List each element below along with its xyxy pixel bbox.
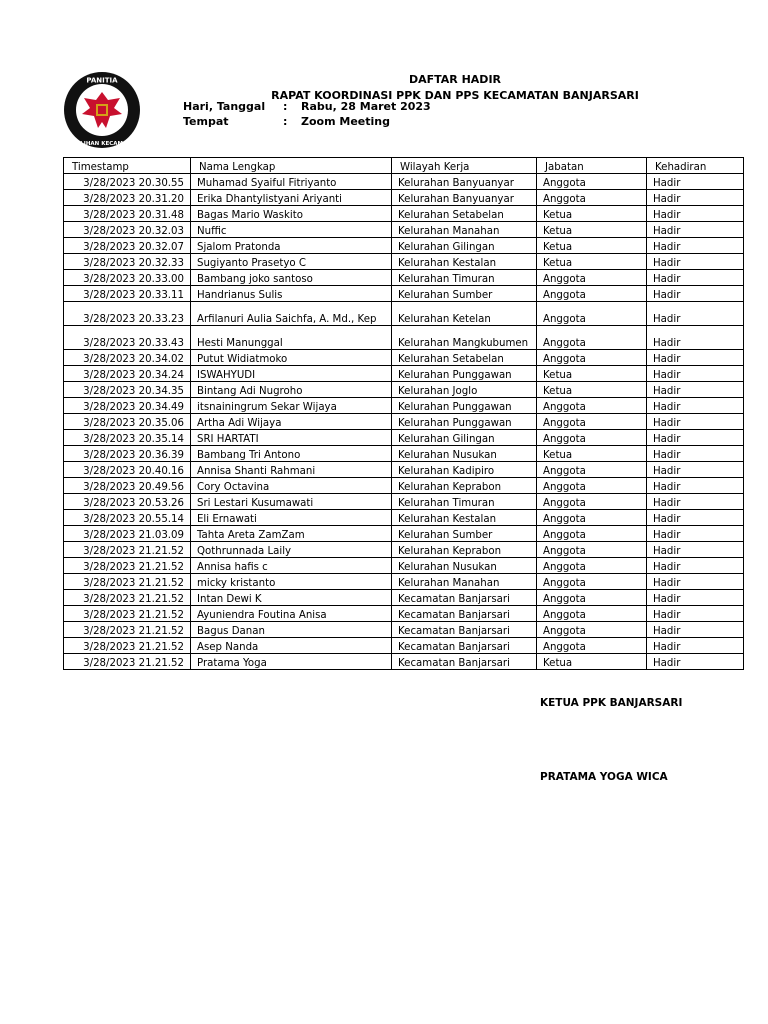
cell-attendance: Hadir (647, 430, 744, 446)
cell-name: Annisa hafis c (191, 558, 392, 574)
table-row (64, 558, 744, 574)
cell-attendance: Hadir (647, 510, 744, 526)
table-row (64, 430, 744, 446)
cell-position: Anggota (537, 606, 647, 622)
cell-attendance: Hadir (647, 654, 744, 670)
cell-timestamp: 3/28/2023 20.33.23 (64, 302, 191, 326)
table-row (64, 326, 744, 350)
cell-name: Muhamad Syaiful Fitriyanto (191, 174, 392, 190)
table-row (64, 638, 744, 654)
cell-name: Sjalom Pratonda (191, 238, 392, 254)
cell-region: Kelurahan Setabelan (392, 350, 537, 366)
cell-name: Nuffic (191, 222, 392, 238)
place-colon: : (283, 115, 288, 128)
cell-region: Kelurahan Kestalan (392, 254, 537, 270)
column-header-timestamp: Timestamp (64, 158, 191, 174)
cell-position: Anggota (537, 494, 647, 510)
cell-position: Ketua (537, 238, 647, 254)
cell-attendance: Hadir (647, 398, 744, 414)
cell-position: Anggota (537, 590, 647, 606)
cell-timestamp: 3/28/2023 20.33.00 (64, 270, 191, 286)
table-row (64, 190, 744, 206)
cell-region: Kecamatan Banjarsari (392, 622, 537, 638)
cell-region: Kecamatan Banjarsari (392, 606, 537, 622)
cell-attendance: Hadir (647, 286, 744, 302)
cell-attendance: Hadir (647, 222, 744, 238)
cell-attendance: Hadir (647, 558, 744, 574)
cell-position: Anggota (537, 174, 647, 190)
cell-name: Putut Widiatmoko (191, 350, 392, 366)
cell-name: SRI HARTATI (191, 430, 392, 446)
table-row (64, 350, 744, 366)
table-row (64, 622, 744, 638)
cell-region: Kecamatan Banjarsari (392, 638, 537, 654)
date-colon: : (283, 100, 288, 113)
table-row (64, 526, 744, 542)
cell-attendance: Hadir (647, 638, 744, 654)
cell-name: Asep Nanda (191, 638, 392, 654)
cell-position: Anggota (537, 326, 647, 350)
table-row (64, 286, 744, 302)
cell-attendance: Hadir (647, 174, 744, 190)
cell-position: Anggota (537, 510, 647, 526)
cell-name: Intan Dewi K (191, 590, 392, 606)
cell-attendance: Hadir (647, 270, 744, 286)
table-row (64, 606, 744, 622)
cell-position: Anggota (537, 398, 647, 414)
cell-region: Kelurahan Punggawan (392, 398, 537, 414)
cell-name: Eli Ernawati (191, 510, 392, 526)
table-row (64, 542, 744, 558)
cell-region: Kecamatan Banjarsari (392, 590, 537, 606)
cell-name: Handrianus Sulis (191, 286, 392, 302)
cell-attendance: Hadir (647, 366, 744, 382)
cell-attendance: Hadir (647, 302, 744, 326)
cell-position: Anggota (537, 558, 647, 574)
table-row (64, 414, 744, 430)
cell-timestamp: 3/28/2023 20.32.07 (64, 238, 191, 254)
table-row (64, 494, 744, 510)
table-row (64, 398, 744, 414)
cell-name: ISWAHYUDI (191, 366, 392, 382)
cell-name: itsnainingrum Sekar Wijaya (191, 398, 392, 414)
attendance-table (63, 157, 744, 670)
cell-timestamp: 3/28/2023 21.21.52 (64, 654, 191, 670)
cell-timestamp: 3/28/2023 20.33.11 (64, 286, 191, 302)
cell-timestamp: 3/28/2023 20.35.06 (64, 414, 191, 430)
cell-name: Bambang Tri Antono (191, 446, 392, 462)
signature-role: KETUA PPK BANJARSARI (540, 697, 683, 709)
cell-timestamp: 3/28/2023 20.55.14 (64, 510, 191, 526)
cell-region: Kelurahan Kadipiro (392, 462, 537, 478)
cell-region: Kelurahan Sumber (392, 526, 537, 542)
cell-timestamp: 3/28/2023 21.21.52 (64, 574, 191, 590)
cell-name: Qothrunnada Laily (191, 542, 392, 558)
cell-timestamp: 3/28/2023 20.49.56 (64, 478, 191, 494)
table-row (64, 590, 744, 606)
logo-bottom-text: PEMILIHAN KECAMATAN (64, 141, 140, 147)
cell-region: Kelurahan Banyuanyar (392, 190, 537, 206)
cell-region: Kelurahan Joglo (392, 382, 537, 398)
cell-region: Kecamatan Banjarsari (392, 654, 537, 670)
cell-region: Kelurahan Ketelan (392, 302, 537, 326)
table-header-row (64, 158, 744, 174)
cell-position: Anggota (537, 574, 647, 590)
cell-position: Anggota (537, 286, 647, 302)
column-header-position: Jabatan (537, 158, 647, 174)
cell-timestamp: 3/28/2023 20.36.39 (64, 446, 191, 462)
signature-name: PRATAMA YOGA WICA (540, 771, 668, 783)
table-row (64, 574, 744, 590)
cell-timestamp: 3/28/2023 21.21.52 (64, 590, 191, 606)
cell-region: Kelurahan Punggawan (392, 366, 537, 382)
cell-region: Kelurahan Gilingan (392, 238, 537, 254)
cell-name: Bagus Danan (191, 622, 392, 638)
cell-name: Pratama Yoga (191, 654, 392, 670)
logo-top-text: PANITIA (86, 76, 118, 85)
cell-timestamp: 3/28/2023 20.34.24 (64, 366, 191, 382)
cell-region: Kelurahan Mangkubumen (392, 326, 537, 350)
date-value: Rabu, 28 Maret 2023 (301, 100, 431, 113)
cell-timestamp: 3/28/2023 20.40.16 (64, 462, 191, 478)
cell-attendance: Hadir (647, 590, 744, 606)
cell-position: Ketua (537, 382, 647, 398)
cell-region: Kelurahan Timuran (392, 270, 537, 286)
cell-timestamp: 3/28/2023 20.31.20 (64, 190, 191, 206)
cell-region: Kelurahan Nusukan (392, 558, 537, 574)
cell-region: Kelurahan Sumber (392, 286, 537, 302)
table-row (64, 366, 744, 382)
cell-attendance: Hadir (647, 526, 744, 542)
cell-position: Anggota (537, 462, 647, 478)
cell-timestamp: 3/28/2023 21.21.52 (64, 622, 191, 638)
document-title: DAFTAR HADIR (408, 73, 502, 86)
table-row (64, 270, 744, 286)
place-value: Zoom Meeting (301, 115, 390, 128)
cell-position: Ketua (537, 254, 647, 270)
table-row (64, 174, 744, 190)
table-row (64, 446, 744, 462)
cell-region: Kelurahan Kestalan (392, 510, 537, 526)
cell-attendance: Hadir (647, 382, 744, 398)
cell-attendance: Hadir (647, 190, 744, 206)
table-row (64, 222, 744, 238)
cell-name: Bambang joko santoso (191, 270, 392, 286)
cell-name: micky kristanto (191, 574, 392, 590)
cell-attendance: Hadir (647, 254, 744, 270)
table-row (64, 462, 744, 478)
cell-position: Anggota (537, 414, 647, 430)
cell-attendance: Hadir (647, 350, 744, 366)
cell-timestamp: 3/28/2023 21.03.09 (64, 526, 191, 542)
cell-region: Kelurahan Manahan (392, 574, 537, 590)
cell-attendance: Hadir (647, 606, 744, 622)
cell-attendance: Hadir (647, 574, 744, 590)
cell-position: Ketua (537, 222, 647, 238)
cell-region: Kelurahan Nusukan (392, 446, 537, 462)
column-header-region: Wilayah Kerja (392, 158, 537, 174)
cell-position: Anggota (537, 478, 647, 494)
cell-name: Cory Octavina (191, 478, 392, 494)
cell-name: Hesti Manunggal (191, 326, 392, 350)
cell-attendance: Hadir (647, 326, 744, 350)
cell-attendance: Hadir (647, 478, 744, 494)
cell-name: Bintang Adi Nugroho (191, 382, 392, 398)
cell-name: Sri Lestari Kusumawati (191, 494, 392, 510)
date-label: Hari, Tanggal (183, 100, 266, 113)
cell-region: Kelurahan Punggawan (392, 414, 537, 430)
cell-timestamp: 3/28/2023 21.21.52 (64, 558, 191, 574)
attendance-table-body (64, 174, 744, 670)
cell-name: Ayuniendra Foutina Anisa (191, 606, 392, 622)
table-row (64, 654, 744, 670)
cell-timestamp: 3/28/2023 20.32.33 (64, 254, 191, 270)
cell-position: Ketua (537, 366, 647, 382)
table-row (64, 238, 744, 254)
cell-timestamp: 3/28/2023 20.32.03 (64, 222, 191, 238)
cell-position: Anggota (537, 638, 647, 654)
document-subtitle: RAPAT KOORDINASI PPK DAN PPS KECAMATAN BANJARSARI (271, 89, 639, 102)
table-row (64, 206, 744, 222)
cell-name: Tahta Areta ZamZam (191, 526, 392, 542)
table-row (64, 478, 744, 494)
cell-timestamp: 3/28/2023 20.34.02 (64, 350, 191, 366)
cell-timestamp: 3/28/2023 20.33.43 (64, 326, 191, 350)
cell-attendance: Hadir (647, 446, 744, 462)
cell-region: Kelurahan Keprabon (392, 478, 537, 494)
cell-name: Bagas Mario Waskito (191, 206, 392, 222)
cell-attendance: Hadir (647, 494, 744, 510)
cell-position: Ketua (537, 446, 647, 462)
table-row (64, 510, 744, 526)
cell-name: Sugiyanto Prasetyo C (191, 254, 392, 270)
cell-timestamp: 3/28/2023 20.35.14 (64, 430, 191, 446)
cell-position: Anggota (537, 622, 647, 638)
cell-name: Artha Adi Wijaya (191, 414, 392, 430)
table-row (64, 254, 744, 270)
cell-name: Arfilanuri Aulia Saichfa, A. Md., Kep (191, 302, 392, 326)
cell-timestamp: 3/28/2023 20.31.48 (64, 206, 191, 222)
cell-attendance: Hadir (647, 622, 744, 638)
cell-timestamp: 3/28/2023 21.21.52 (64, 606, 191, 622)
cell-position: Ketua (537, 206, 647, 222)
cell-name: Erika Dhantylistyani Ariyanti (191, 190, 392, 206)
cell-position: Anggota (537, 542, 647, 558)
cell-region: Kelurahan Banyuanyar (392, 174, 537, 190)
cell-attendance: Hadir (647, 542, 744, 558)
cell-timestamp: 3/28/2023 20.34.35 (64, 382, 191, 398)
cell-attendance: Hadir (647, 414, 744, 430)
cell-position: Anggota (537, 190, 647, 206)
column-header-attendance: Kehadiran (647, 158, 744, 174)
cell-region: Kelurahan Gilingan (392, 430, 537, 446)
cell-attendance: Hadir (647, 238, 744, 254)
cell-timestamp: 3/28/2023 20.34.49 (64, 398, 191, 414)
cell-region: Kelurahan Manahan (392, 222, 537, 238)
cell-attendance: Hadir (647, 462, 744, 478)
cell-region: Kelurahan Setabelan (392, 206, 537, 222)
column-header-name: Nama Lengkap (191, 158, 392, 174)
cell-position: Ketua (537, 654, 647, 670)
table-row (64, 302, 744, 326)
cell-name: Annisa Shanti Rahmani (191, 462, 392, 478)
place-label: Tempat (183, 115, 229, 128)
cell-region: Kelurahan Timuran (392, 494, 537, 510)
cell-position: Anggota (537, 302, 647, 326)
cell-timestamp: 3/28/2023 20.53.26 (64, 494, 191, 510)
cell-timestamp: 3/28/2023 20.30.55 (64, 174, 191, 190)
cell-attendance: Hadir (647, 206, 744, 222)
cell-position: Anggota (537, 430, 647, 446)
cell-position: Anggota (537, 526, 647, 542)
cell-position: Anggota (537, 270, 647, 286)
cell-position: Anggota (537, 350, 647, 366)
cell-timestamp: 3/28/2023 21.21.52 (64, 638, 191, 654)
cell-timestamp: 3/28/2023 21.21.52 (64, 542, 191, 558)
cell-region: Kelurahan Keprabon (392, 542, 537, 558)
table-row (64, 382, 744, 398)
